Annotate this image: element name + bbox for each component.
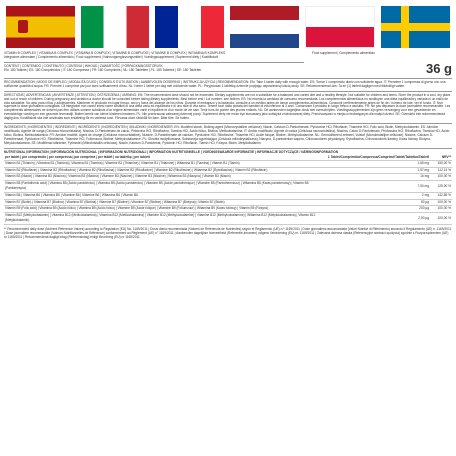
nutrient-nrv: 100,00 %: [430, 212, 452, 224]
nutrient-amount: 16 mg: [327, 174, 430, 181]
nutrient-name: Vitamin B6 | Vitamina B6 | Vitamina B6 | Vitamine B6 | Vitamine B6 | Witamina B6 | Vitamin B6: [4, 193, 327, 200]
nutrition-table: [4, 155, 452, 226]
france-flag-icon: [155, 6, 224, 48]
table-row: [4, 161, 452, 168]
spain-crest-icon: [18, 20, 28, 33]
table-row: [4, 167, 452, 174]
nutrient-name: Vitamin B2 (Riboflavin) | Vitamina B2 (Riboflavina) | Vitamina B2 (Riboflavina) | Vitamine B2 (Riboflavine) | Vitamine B2 (Riboflavine) | Witamina B2 (Ryboflawina) | Vitamin B2 (Riboflavin): [4, 167, 327, 174]
poland-flag-icon: [305, 6, 376, 48]
flag-row: [6, 6, 450, 48]
nutrient-amount: 2 mg: [327, 193, 430, 200]
label-document: [4, 52, 452, 452]
nutrition-per-header: per tablet | por comprimido | per compressa | par comprimé | per tablet | na tabletkę | per tablett: [4, 155, 327, 161]
netherlands-flag-icon: [230, 6, 299, 48]
label-header: [4, 52, 452, 76]
table-row: [4, 206, 452, 213]
recommendation-text: RECOMMENDATION | MODO DE EMPLEO | MODALITÀ D'USO | CONSEILS D'UTILISATION | AANBEVOLEN DOSERING | INSTRUKCJA UŻYCIA | REKOMMENDATION: EN: Take 1 tablet daily with enough water. ES: Tomar 1 comprimido diario con suficiente agua. IT: Prendere 1 compressa al giorno con una sufficiente quantità d'acqua. FR: Prendre 1 comprimé par jour avec suffisamment d'eau. NL: Neem 1 tablet per dag met voldoende water. PL: Przyjmować 1 tabletkę dziennie popijając odpowiednią ilością wody. SE: Rekommenderad dos: Ta en (1) tablett dagligen med tillräckligt vatten.: [4, 79, 446, 88]
nutrient-name: Vitamin B5 (Pantothenic acid) | Vitamina B5 (Ácido pantoténico) | Vitamina B5 (Acido pantotenico) | Vitamine B5 (Acide pantothénique) | Vitamine B5 (Pantotheenzuur) | Witamina B5 (Kwas pantotenowy) | Vitamin B5 (Pantotensyra): [4, 180, 327, 192]
nrv-footnote: ** Recommended daily dose (Nutrient Reference Values) according to Regulation (EU) No. 1169/2011 | Dosis diaria recomendada (Valores de Referencia de Nutrientes) según el Reglamento (UE) n.º 1169/2011 | Dose giornaliera raccomandata (Valori Nutritivi di Riferimento) secondo il Regolamento (UE) n. 1169/2011 | Dose journalière recommandée (Valeurs Nutritionnelles de Référence) conformément au Règlement (UE) n° 1169/2011 | Aanbevolen dagelijkse hoeveelheid (Referentie-innamen) volgens Verordening (EU) nr. 1169/2011 | Zalecana dzienna dawka (Referencyjne wartości spożycia) zgodnie z Rozporządzeniem (UE) nr 1169/2011 | Rekommenderat dagligt intag (Referensintag) enligt förordning (EU) nr 1169/2011: [4, 227, 452, 239]
nutrient-name: Vitamin B7 (Biotin) | Vitamina B7 (Biotina) | Vitamina B7 (Biotina) | Vitamine B7 (Biotine) | Vitamine B7 (Biotine) | Witamina B7 (Biotyna) | Vitamin B7 (Biotin): [4, 199, 327, 206]
contents-line: CONTENT | CONTENIDO | CONTENUTO | CONTENU | INHOUD | ZAWARTOŚĆ | FÖRPACKNINGSSTORLEK: [4, 63, 163, 68]
net-weight: 36 g: [425, 60, 452, 76]
nutrient-name: Vitamin B3 (Niacin) | Vitamina B3 (Niacina) | Vitamina B3 (Niacina) | Vitamine B3 (Niacine) | Vitamine B3 (Niacine) | Witamina B3 (Niacyna) | Vitamin B3 (Niacin): [4, 174, 327, 181]
ingredients-text: INGREDIENTS | INGREDIENTES | INGREDIENTI | INGRÉDIENTS | INGREDIËNTEN | SKŁADNIKI | INGREDIENSER: EN: Modified starch, Bulking agent (Microcrystalline cellulose), Niacin, Calcium D-Pantothenate, Pyridoxine HCl, Riboflavin, Thiamine HCl, Folic acid, Biotin, Methylcobalamin. ES: Almidón modificado, Agente de carga (Celulosa microcristalina), Niacina, D-Pantotenato de calcio, Piridoxina HCl, Riboflavina, Tiamina HCl, Ácido fólico, Biotina, Metilcobalamina. IT: Amido modificato, Agente di carica (Cellulosa microcristallina), Niacina, Calcio D-Pantotenato, Piridossina HCl, Riboflavina, Tiamina HCl, Acido folico, Biotina, Metilcobalamina. FR: Amidon modifié, Agent de charge (Cellulose microcristalline), Niacine, D-Pantothénate de calcium, Pyridoxine HCl, Riboflavine, Thiamine HCl, Acide folique, Biotine, Méthylcobalamine. NL: Gemodificeerd zetmeel, Vulstof (Microkristallijne cellulose), Niacine, Calcium D-Pantothenaat, Pyridoxine HCl, Riboflavine, Thiamine HCl, Foliumzuur, Biotine, Methylcobalamine. PL: Skrobia modyfikowana, Substancja wypełniająca (Celuloza mikrokrystaliczna), Niacyna, D-pantotenian wapnia, Chlorowodorek pirydoksyny, Ryboflawina, Chlorowodorek tiaminy, Kwas foliowy, Biotyna, Metylokobalamina. SE: Modifierad stärkelse, Fyllmedel (Mikrokristallin cellulosa), Niacin, Kalcium D-Pantotenat, Pyridoxin HCl, Riboflavin, Tiamin HCl, Folsyra, Biotin, Metylkobalamin.: [4, 125, 450, 145]
divider: [4, 62, 304, 63]
table-row: [4, 174, 452, 181]
table-row: [4, 199, 452, 206]
nutrient-name: Vitamin B1 (Thiamin) | Vitamina B1 (Tiamina) | Vitamina B1 (Tiamina) | Vitamine B1 (Thiamine) | Vitamine B1 (Thiamine) | Witamina B1 (Tiamina) | Vitamin B1 (Tiamin): [4, 161, 327, 168]
nutrient-amount: 1,57 mg: [327, 167, 430, 174]
nutrient-nrv: 100,00 %: [430, 206, 452, 213]
nutrient-nrv: 150,00 %: [430, 161, 452, 168]
divider: [4, 78, 452, 79]
nutrient-amount: 200 µg: [327, 206, 430, 213]
spain-flag-icon: [6, 6, 75, 48]
nutrient-amount: 2,50 µg: [327, 212, 430, 224]
table-row: [4, 212, 452, 224]
product-subtitle: Integratore alimentare | Complemento alimenticio | Food supplement | Nahrungsergänzungsmittel | Voedingssupplement | Suplement diety | Kosttillskott: [4, 54, 218, 59]
directions-text: DIRECTIONS | ADVERTENCIAS | AVVERTENZE | ATTENTION | OSTRZEŻENIA | VARNING: EN: The recommended dose should not be exceeded. Dietary supplements are not a substitute for a balanced and varied diet and a healthy lifestyle. Not suitable for children and teens. Store the product in a cool, dry place and out of reach of children. During pregnancy and lactation a doctor should be consulted before taking dietary supplements. Best before end / Lot number: see bottom. ES: No exceda la cantidad de consumo recomendada. Los complementos alimenticios no sustituyen una dieta equilibrada y variada ni un estilo de vida saludable. No apto para niños y adolescentes. Mantener el producto en lugar fresco, seco y fuera del alcance de los niños. Durante el embarazo y la lactancia, consulte a un médico antes de tomar complementos alimenticios. Consumir preferentemente antes de fin de / número de lote: ver el fondo. IT: Non superare la dose giornaliera consigliata. Gli integratori non vanno intesi come sostituti di una dieta varia ed equilibrata e di uno stile di vita sano. Tenere fuori dalla portata dei bambini di età inferiore ai 3 anni. Conservare il prodotto in luogo fresco e asciutto. FR: Ne pas dépasser la dose journalière recommandée. Les compléments alimentaires ne doivent pas être utilisés comme substituts d'un régime alimentaire varié et équilibré et d'un mode de vie sain. Tenir hors de portée des jeunes enfants. NL: De aanbevolen dagelijkse dosis niet overschrijden. Voedingssupplementen zijn geen vervanging voor een gevarieerde en evenwichtige voeding en een gezonde levensstijl. Buiten bereik van kleine kinderen bewaren. PL: Nie przekraczać zalecanej dziennej porcji. Suplement diety nie może być stosowany jako substytut zróżnicowanej diety. Przechowywać w miejscu niedostępnym dla małych dzieci. SE: Överskrid inte rekommenderad daglig dos. Kosttillskott ska inte användas som ersättning för en varierad kost. Förvaras utom räckhåll för barn. Bäst före: Se botten.: [4, 92, 451, 121]
nutrient-amount: 1,65 mg: [327, 161, 430, 168]
table-row: [4, 180, 452, 192]
nutrient-nrv: 142,85 %: [430, 193, 452, 200]
nutrient-name: Vitamin B9 (Folic acid) | Vitamina B9 (Ácido fólico) | Vitamina B9 (Acido folico) | Vitamine B9 (Acide folique) | Vitamine B9 (Foliumzuur) | Witamina B9 (Kwas foliowy) | Vitamin B9 (Folsyra): [4, 206, 327, 213]
nutrient-name: Vitamin B12 (Methylcobalamin) | Vitamina B12 (Metilcobalamina) | Vitamina B12 (Metilcobalamina) | Vitamine B12 (Méthylcobalamine) | Vitamine B12 (Methylcobalamine) | Witamina B12 (Metylokobalamina) | Vitamin B12 (Metylkobalamin): [4, 212, 327, 224]
nutrient-nrv: 100,00 %: [430, 174, 452, 181]
nutrition-amount-header: 1 Tablet/Comprimido/Compressa/Comprimé/Tablet/Tabletka/Tablett: [327, 155, 430, 161]
nutrient-nrv: 112,14 %: [430, 167, 452, 174]
divider: [4, 123, 452, 124]
nutrient-amount: 7,50 mg: [327, 180, 430, 192]
contents-values: EN: 180 Tablets | ES: 180 Comprimidos | IT: 180 Compresse | FR: 180 Comprimés | NL: 180 Tabletten | PL: 180 Tabletek | SE: 180 Tabletter: [4, 67, 202, 72]
header-right: [312, 52, 452, 76]
nutrition-nrv-header: NRV**: [430, 155, 452, 161]
italy-flag-icon: [81, 6, 150, 48]
divider: [4, 148, 452, 149]
nutrient-nrv: 125,00 %: [430, 180, 452, 192]
food-supplement-label: Food supplement | Complemento alimenticio: [312, 51, 376, 55]
table-row: [4, 193, 452, 200]
sweden-flag-icon: [381, 6, 450, 48]
product-name-line: VITAMIN B COMPLEX | VITAMINA B COMPLEX | VITAMINA B COMPLEX | VITAMINE B COMPLEXE | VITAMINE B COMPLEX | WITAMINA B KOMPLEKS: [4, 51, 226, 55]
header-left: [4, 52, 304, 73]
nutrient-nrv: 100,00 %: [430, 199, 452, 206]
divider: [4, 91, 452, 92]
nutrient-amount: 50 µg: [327, 199, 430, 206]
nutrition-title: NUTRITIONAL INFORMATION | INFORMACIÓN NUTRICIONAL | INFORMAZIONI NUTRIZIONALI | INFORMATION NUTRITIONNELLE | VOEDINGSWAARDE INFORMATIE | INFORMACJE DOTYCZĄCE / NÄRINGSINFORMATION: [4, 149, 339, 154]
